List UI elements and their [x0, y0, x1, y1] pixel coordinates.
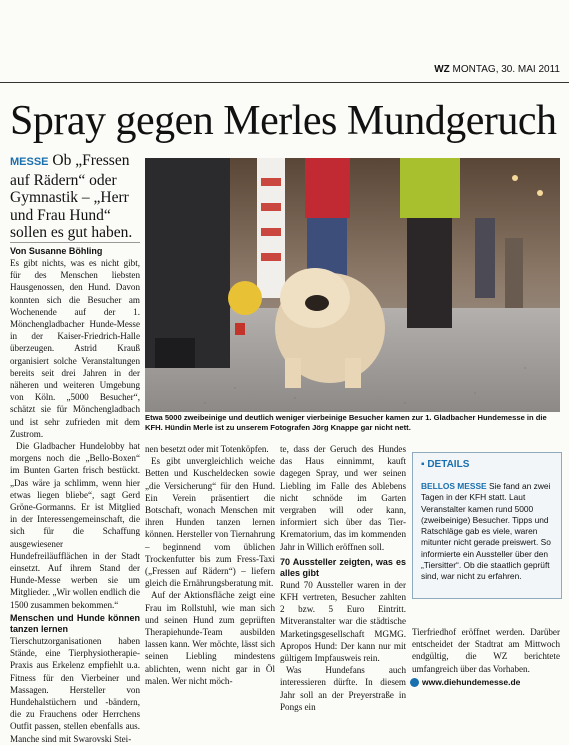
details-title: ▪ DETAILS — [421, 459, 470, 470]
byline: Von Susanne Böhling — [10, 242, 140, 256]
article-column-1 — [10, 257, 140, 745]
paragraph: Tierfriedhof eröffnet werden. Darüber entscheidet der Stadtrat am Mittwoch endgültig, die WZ berichtete umfangreich über das Vorhaben. — [412, 627, 560, 674]
paragraph: Was Hundefans auch interessieren dürfte. In diesem Jahr soll an der Preyerstraße in Pongs ein — [280, 665, 406, 712]
paragraph: te, dass der Geruch des Hundes das Haus einnimmt, kauft dagegen Spray, und wer seinen Liebling im Falle des Ablebens nicht schnöde im Garten vergraben will oder kann, informiert sich über das Tier-Krematorium, das im kommenden Jahr in Willich eröffnen soll. — [280, 444, 406, 552]
website-link[interactable] — [410, 677, 560, 687]
details-box — [412, 452, 562, 599]
masthead-rule — [0, 82, 569, 83]
paragraph: Die Gladbacher Hundelobby hat morgens noch die „Bello-Boxen“ im Bunten Garten frisch bestückt. „Das wäre ja schlimm, wenn hier etwas liegen bliebe“, sagt Gerd Gröne-Gormanns. Er ist Mitglied in der Interessengemeinschaft, die sich für die Schaffung ausgewiesener Hundefreiläufflächen in der Stadt einsetzt. Auf ihrem Stand der Hunde-Messe werben sie um Mitglieder. „Wir wollen endlich die 1500 zusammen bekommen.“ — [10, 441, 140, 610]
web-bullet-icon — [410, 678, 419, 687]
subheading: 70 Aussteller zeigten, was es alles gibt — [280, 556, 406, 578]
article-column-2 — [145, 443, 275, 687]
photo-caption: Etwa 5000 zweibeinige und deutlich weniger vierbeinige Besucher kamen zur 1. Gladbacher Hundemesse in die KFH. Hündin Merle ist zu unserem Fotografen Jörg Knappe gar nicht nett. — [145, 413, 547, 432]
details-title-text: DETAILS — [427, 459, 470, 470]
article-column-4 — [412, 626, 560, 675]
details-text — [421, 481, 553, 583]
paragraph: Auf der Aktionsfläche zeigt eine Frau im Rollstuhl, wie man sich und seinen Hund zum geprüften Therapiehunde-Team ausbilden lassen kann. Wer möchte, lässt sich seinen Liebling mindestens ablichten, wenn nicht gar in Öl malen. Wer nicht möch- — [145, 590, 275, 686]
paragraph: Rund 70 Aussteller waren in der KFH vertreten, Besucher zahlten 2 bzw. 5 Euro Eintritt. Mitveranstalter war die städtische Marketingsgesellschaft MGMG. Apropos Hund: Der kann nur mit gültigem Impfausweis rein. — [280, 579, 406, 664]
subheading: Menschen und Hunde können tanzen lernen — [10, 612, 140, 634]
article-photo — [145, 158, 560, 412]
masthead — [390, 64, 560, 75]
details-body: Sie fand an zwei Tagen in der KFH statt. Laut Veranstalter kamen rund 5000 (zweibeinige) Besucher. Tipps und Ratschläge gab es viele, waren mitunter nicht gerade preiswert. So informierte ein Aussteller über den „Tiersitter“. Ob die staatlich geprüft sind, war nicht zu erfahren. — [421, 481, 551, 582]
deck — [10, 152, 140, 242]
paper-name: WZ — [434, 64, 450, 75]
headline: Spray gegen Merles Mundgeruch — [10, 98, 557, 144]
deck-kicker: MESSE — [10, 156, 49, 168]
issue-date: MONTAG, 30. MAI 2011 — [452, 64, 560, 75]
article-column-3 — [280, 443, 406, 713]
paragraph: Es gibt nichts, was es nicht gibt, für des Menschen liebsten Hausgenossen, den Hund. Davon konnten sich die Besucher am Wochenende auf der 1. Mönchengladbacher Hunde-Messe in der Kaiser-Friedrich-Halle überzeugen. Astrid Krauß organisiert solche Veranstaltungen bereits seit drei Jahren in der näheren und weiteren Umgebung von Köln. „5000 Besucher“, schätzt sie für Mönchengladbach und ist sehr zufrieden mit dem Zustrom. — [10, 258, 140, 439]
paragraph: Tierschutzorganisationen haben Stände, eine Tierphysiotherapie-Praxis aus Erkelenz empfiehlt u.a. Fitness für den Vierbeiner und Massagen. Hersteller von Hundehalstüchern und -bändern, die zu Frauchens oder Herrchens Outfit passen, stellen ebenfalls aus. Manche sind mit Swarovski Stei- — [10, 635, 140, 744]
paragraph: nen besetzt oder mit Totenköpfen. — [145, 444, 269, 454]
details-kicker: BELLOS MESSE — [421, 481, 487, 491]
paragraph: Es gibt unvergleichlich weiche Betten und Kuscheldecken sowie „die Versicherung“ für den Hund. Ein Verein präsentiert die Botschaft, wonach Menschen mit ihren Hunden tanzen lernen können. Hersteller von Tiernahrung – beginnend vom üblichen Trockenfutter bis zum Fress-Taxi („Fressen auf Rädern“) – liefern gleich die Ernährungsberatung mit. — [145, 456, 275, 589]
deck-text: Ob „Fressen auf Rädern“ oder Gymnastik – „Herr und Frau Hund“ sollen es gut haben. — [10, 152, 133, 241]
website-url[interactable]: www.diehundemesse.de — [422, 677, 521, 687]
dog-fair-photo-illustration — [145, 158, 560, 412]
